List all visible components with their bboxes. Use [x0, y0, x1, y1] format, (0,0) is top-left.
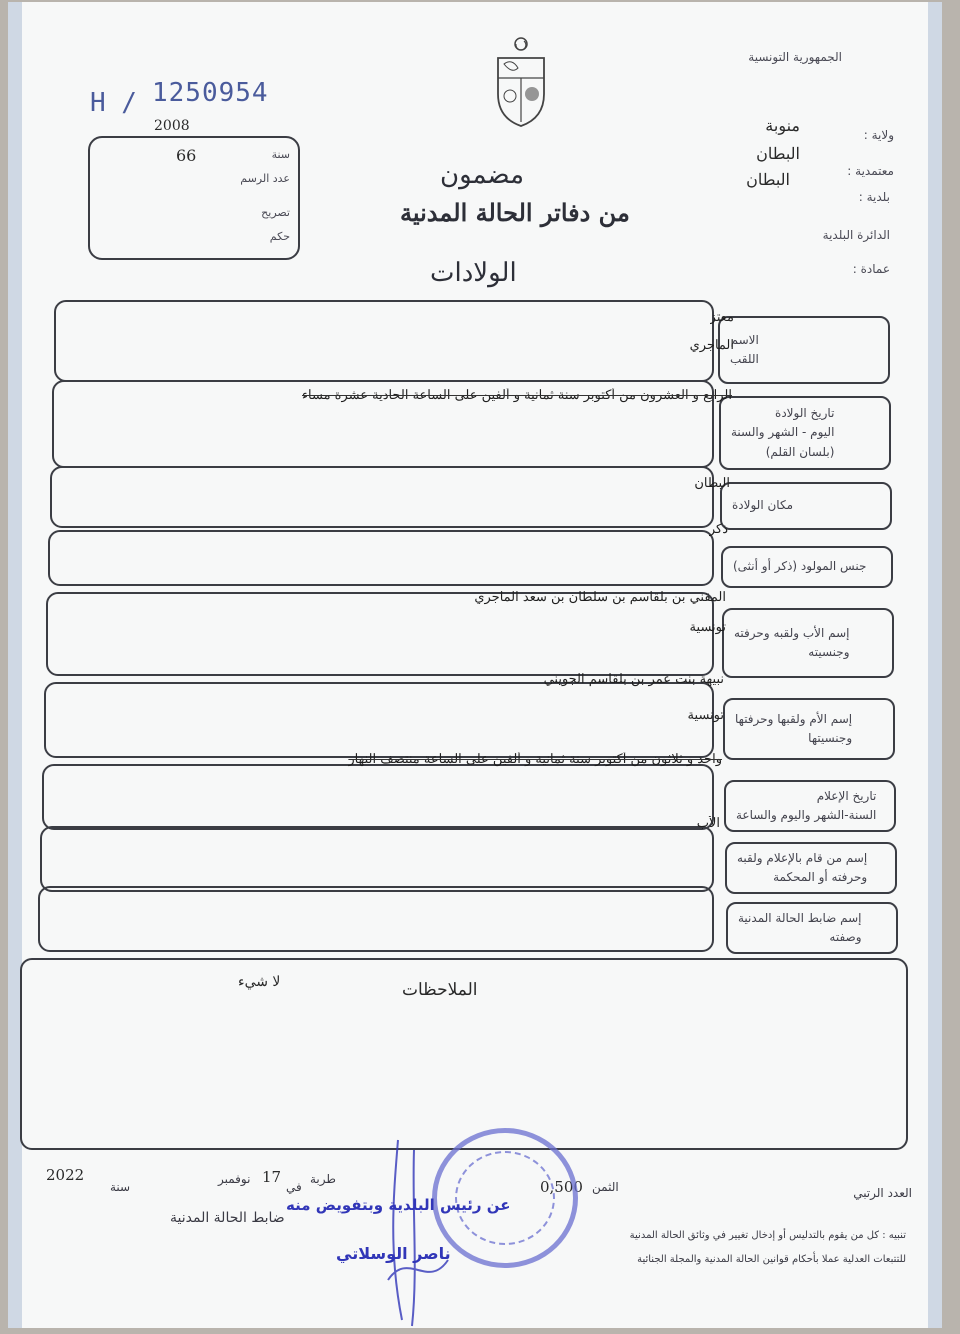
- field-value: الرابع و العشرون من أكتوبر سنة ثمانية و ألفين على الساعة الحادية عشرة مساء: [301, 388, 732, 403]
- date-month: نوفمبر: [218, 1172, 251, 1186]
- remarks-value: لا شيء: [238, 974, 281, 990]
- judgment-label: حكم: [269, 230, 290, 243]
- births-title: الولادات: [430, 258, 517, 288]
- declaration-label: تصريح: [261, 206, 290, 219]
- footer-year: 2022: [46, 1166, 85, 1184]
- district-label: الدائرة البلدية: [822, 228, 890, 242]
- price-value: 0,500: [540, 1178, 583, 1196]
- field-label: إسم الأم ولقبها وحرفتها وجنسيتها: [723, 698, 895, 760]
- value-box: [38, 886, 714, 952]
- value-box: [44, 682, 714, 758]
- value-box: [48, 530, 714, 586]
- field-label: إسم ضابط الحالة المدنية وصفته: [726, 902, 898, 954]
- serial-number-label: العدد الرتبي: [853, 1186, 912, 1200]
- count-label: عدد الرسم: [240, 172, 290, 185]
- extract-title: مضمون: [440, 160, 525, 190]
- year-box: [88, 136, 300, 260]
- municipality-value: البطان: [746, 170, 790, 189]
- value-box: [42, 764, 714, 830]
- field-label: إسم من قام بالإعلام ولقبه وحرفته أو المحكمة: [725, 842, 897, 894]
- coat-of-arms-icon: [488, 34, 554, 130]
- field-value: ذكر: [708, 522, 728, 537]
- field-label: تاريخ الولادة اليوم - الشهر والسنة (بلسان القلم): [719, 396, 891, 470]
- year-label: سنة: [110, 1180, 131, 1194]
- year-value: 2008: [154, 118, 190, 134]
- delegation-note: عن رئيس البلدية وبتفويض منه: [286, 1196, 511, 1214]
- field-label: جنس المولود (ذكر أو أنثى): [721, 546, 893, 588]
- delegation-value: البطان: [756, 144, 800, 163]
- field-value: واحد و ثلاثون من أكتوبر سنة ثمانية و ألفين على الساعة منتصف النهار: [348, 752, 722, 767]
- place-prefix: طربة: [310, 1172, 336, 1186]
- price-label: الثمن: [592, 1180, 619, 1194]
- registers-title: من دفاتر الحالة المدنية: [400, 198, 630, 227]
- value-box: [40, 826, 714, 892]
- warning-text: تنبيه : كل من يقوم بالتدليس أو إدخال تغيير في وثائق الحالة المدنية: [629, 1230, 906, 1241]
- governorate-label: ولاية :: [863, 128, 894, 142]
- municipality-label: بلدية :: [858, 190, 890, 204]
- serial-number: 1250954: [152, 78, 269, 108]
- field-value: الماجري: [689, 338, 734, 353]
- value-box: [54, 300, 714, 382]
- field-value: تونسية: [687, 708, 724, 723]
- remarks-box: [20, 958, 908, 1150]
- field-value: البطان: [694, 476, 730, 491]
- serial-prefix: H /: [90, 88, 137, 118]
- value-box: [50, 466, 714, 528]
- warning-text-2: للتتبعات العدلية عملا بأحكام قوانين الحالة المدنية والمجلة الجنائية: [637, 1254, 906, 1265]
- imada-label: عمادة :: [852, 262, 890, 276]
- field-label: تاريخ الإعلام السنة-الشهر واليوم والساعة: [724, 780, 896, 832]
- act-number: 66: [176, 146, 197, 165]
- date-day: 17: [262, 1168, 282, 1186]
- delegation-label: معتمدية :: [847, 164, 894, 178]
- field-label: إسم الأب ولقبه وحرفته وجنسيته: [722, 608, 894, 678]
- date-prefix: في: [286, 1180, 302, 1194]
- officer-label: ضابط الحالة المدنية: [170, 1210, 285, 1226]
- field-value: تونسية: [689, 620, 726, 635]
- field-value: الأب: [696, 816, 720, 831]
- remarks-label: الملاحظات: [402, 980, 478, 1000]
- signature-icon: [368, 1130, 458, 1330]
- field-label: مكان الولادة: [720, 482, 892, 530]
- republic-label: الجمهورية التونسية: [748, 50, 842, 64]
- field-value: المقني بن بلقاسم بن سلطان بن سعد الماجري: [474, 590, 726, 605]
- sana-label: سنة: [271, 148, 290, 161]
- field-label: الاسم اللقب: [718, 316, 890, 384]
- field-value: نبيهة بنت عمر بن بلقاسم الجويني: [543, 672, 724, 687]
- field-value: معتز: [709, 310, 734, 325]
- signatory-name: ناصر الوسلاتي: [336, 1244, 451, 1263]
- governorate-value: منوبة: [765, 116, 800, 135]
